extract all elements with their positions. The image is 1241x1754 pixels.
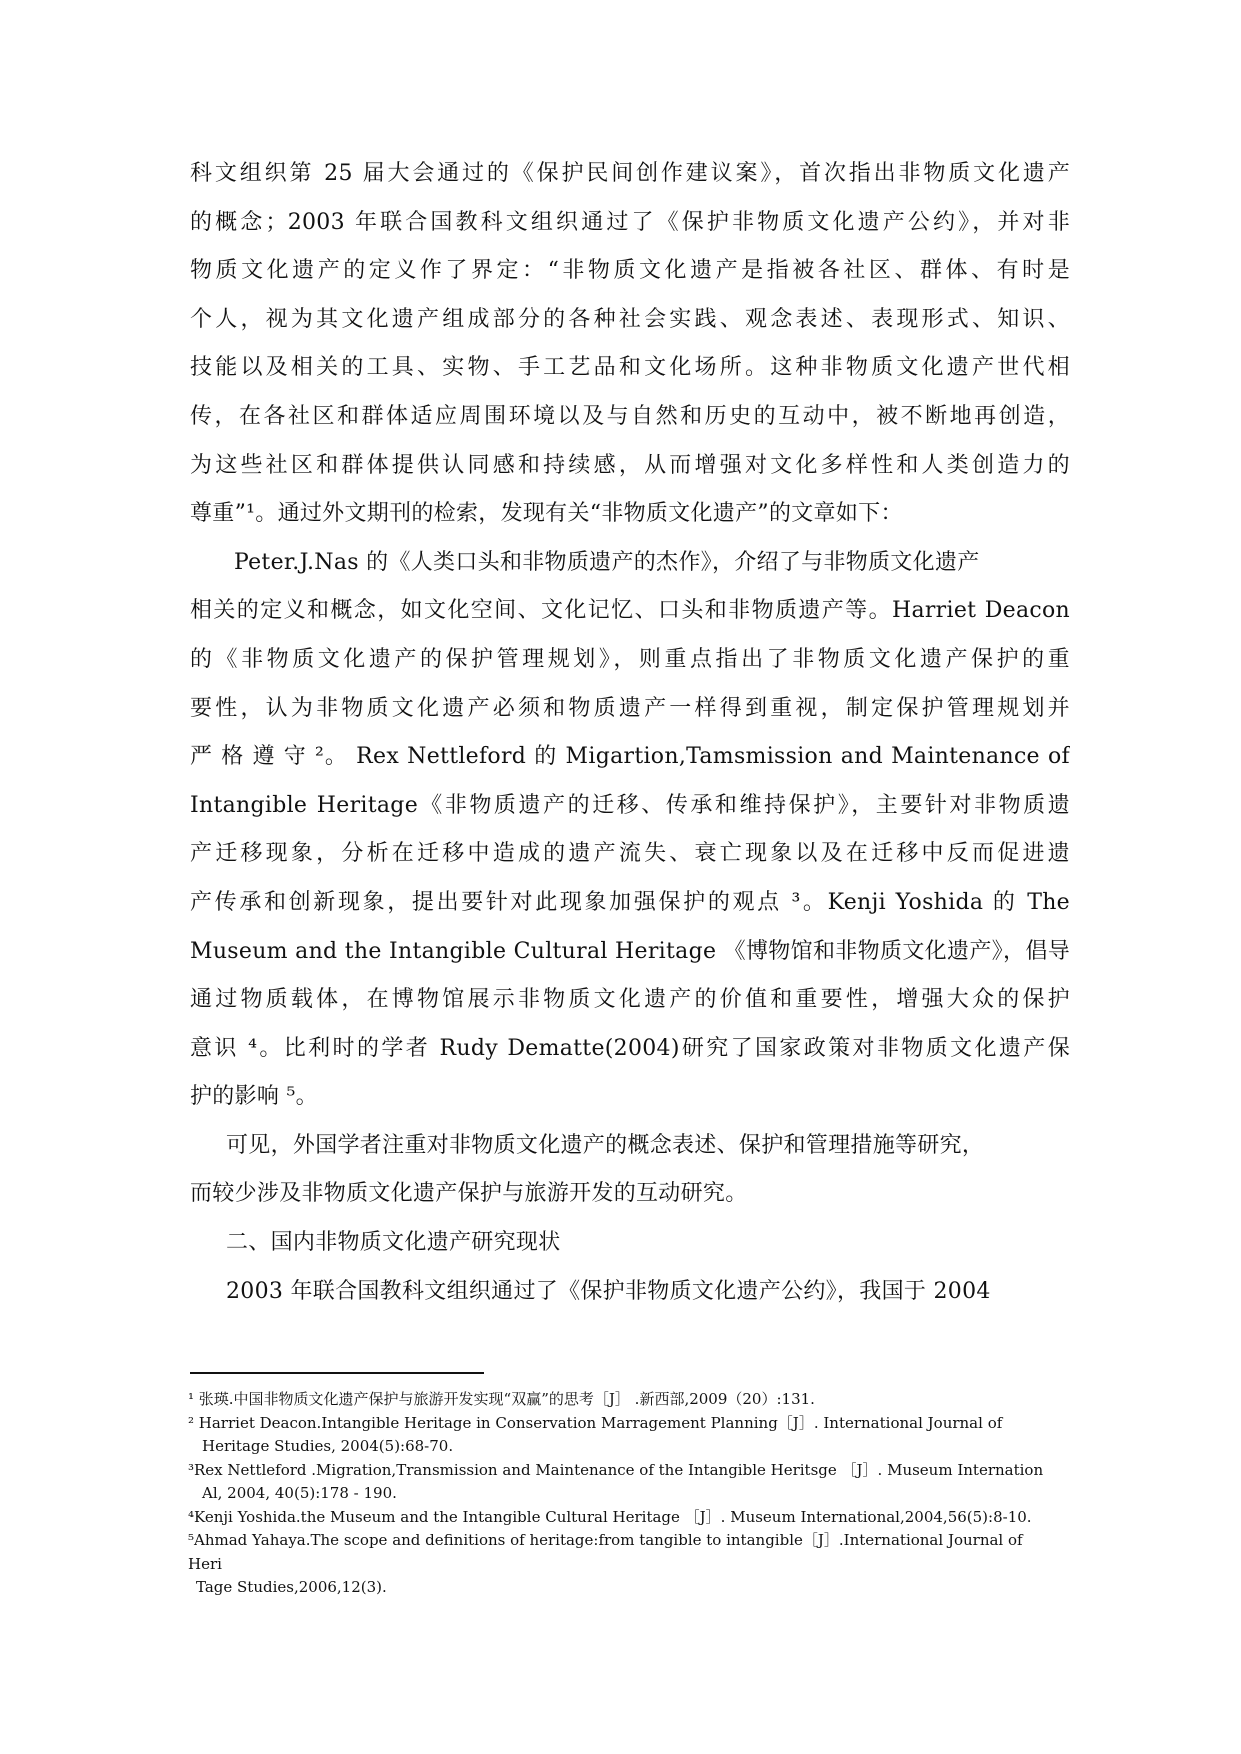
body-line: 意识 ⁴。比利时的学者 Rudy Dematte(2004)研究了国家政策对非物质文化遗产保 [190,1035,1070,1061]
body-line: 护的影响 ⁵。 [190,1084,318,1110]
body-line: 要性，认为非物质文化遗产必须和物质遗产一样得到重视，制定保护管理规划并 [190,695,1070,721]
body-line: Museum and the Intangible Cultural Heritage 《博物馆和非物质文化遗产》，倡导 [190,938,1070,964]
body-line: 物质文化遗产的定义作了界定：“非物质文化遗产是指被各社区、群体、有时是 [190,258,1070,284]
body-line: Peter.J.Nas 的《人类口头和非物质遗产的杰作》，介绍了与非物质文化遗产 [234,549,980,575]
body-line: 的《非物质文化遗产的保护管理规划》，则重点指出了非物质文化遗产保护的重 [190,646,1070,672]
footnote-3: ³Rex Nettleford .Migration,Transmission and Maintenance of the Intangible Heritsge ［J］. Museum Internation [188,1460,1044,1479]
footnote-5: ⁵Ahmad Yahaya.The scope and definitions of heritage:from tangible to intangible［J］.International Journal of [188,1531,1023,1549]
body-line: 产传承和创新现象，提出要针对此现象加强保护的观点 ³。Kenji Yoshida 的 The [190,889,1070,915]
body-line: 为这些社区和群体提供认同感和持续感，从而增强对文化多样性和人类创造力的 [190,452,1070,478]
body-line: Intangible Heritage《非物质遗产的迁移、传承和维持保护》，主要针对非物质遗 [190,792,1070,818]
footnote-3-cont: Al, 2004, 40(5):178 - 190. [202,1484,397,1502]
footnote-4: ⁴Kenji Yoshida.the Museum and the Intangible Cultural Heritage ［J］. Museum International,2004,56(5):8-10. [188,1507,1032,1526]
footnote-2: ² Harriet Deacon.Intangible Heritage in Conservation Marragement Planning［J］. International Journal of [188,1413,1003,1432]
body-line: 严 格 遵 守 ²。 Rex Nettleford 的 Migartion,Tamsmission and Maintenance of [190,744,1070,770]
body-line: 传，在各社区和群体适应周围环境以及与自然和历史的互动中，被不断地再创造， [190,403,1070,429]
footnote-1: ¹ 张瑛.中国非物质文化遗产保护与旅游开发实现“双赢”的思考［J］ .新西部,2009（20）:131. [188,1390,815,1408]
body-line: 尊重”¹。通过外文期刊的检索，发现有关“非物质文化遗产”的文章如下： [190,501,903,527]
body-line: 2003 年联合国教科文组织通过了《保护非物质文化遗产公约》，我国于 2004 [226,1278,991,1304]
footnotes [188,1388,1068,1600]
footnote-2-cont: Heritage Studies, 2004(5):68-70. [202,1437,454,1455]
body-line: 通过物质载体，在博物馆展示非物质文化遗产的价值和重要性，增强大众的保护 [190,987,1070,1013]
body-line: 相关的定义和概念，如文化空间、文化记忆、口头和非物质遗产等。Harriet Deacon [190,598,1070,624]
body-line: 技能以及相关的工具、实物、手工艺品和文化场所。这种非物质文化遗产世代相 [190,355,1070,381]
body-line: 产迁移现象，分析在迁移中造成的遗产流失、衰亡现象以及在迁移中反而促进遗 [190,841,1070,867]
body-line: 而较少涉及非物质文化遗产保护与旅游开发的互动研究。 [190,1181,748,1207]
footnote-separator [190,1372,484,1374]
body-line: 科文组织第 25 届大会通过的《保护民间创作建议案》，首次指出非物质文化遗产 [190,161,1070,186]
footnote-5-cont: Heri [188,1554,222,1573]
body-line: 可见，外国学者注重对非物质文化遗产的概念表述、保护和管理措施等研究， [226,1132,985,1158]
section-heading: 二、国内非物质文化遗产研究现状 [226,1230,561,1256]
body-line: 个人，视为其文化遗产组成部分的各种社会实践、观念表述、表现形式、知识、 [190,306,1070,332]
footnote-5-cont2: Tage Studies,2006,12(3). [196,1578,387,1596]
body-line: 的概念；2003 年联合国教科文组织通过了《保护非物质文化遗产公约》，并对非 [190,209,1070,235]
body-text [190,150,1070,1316]
